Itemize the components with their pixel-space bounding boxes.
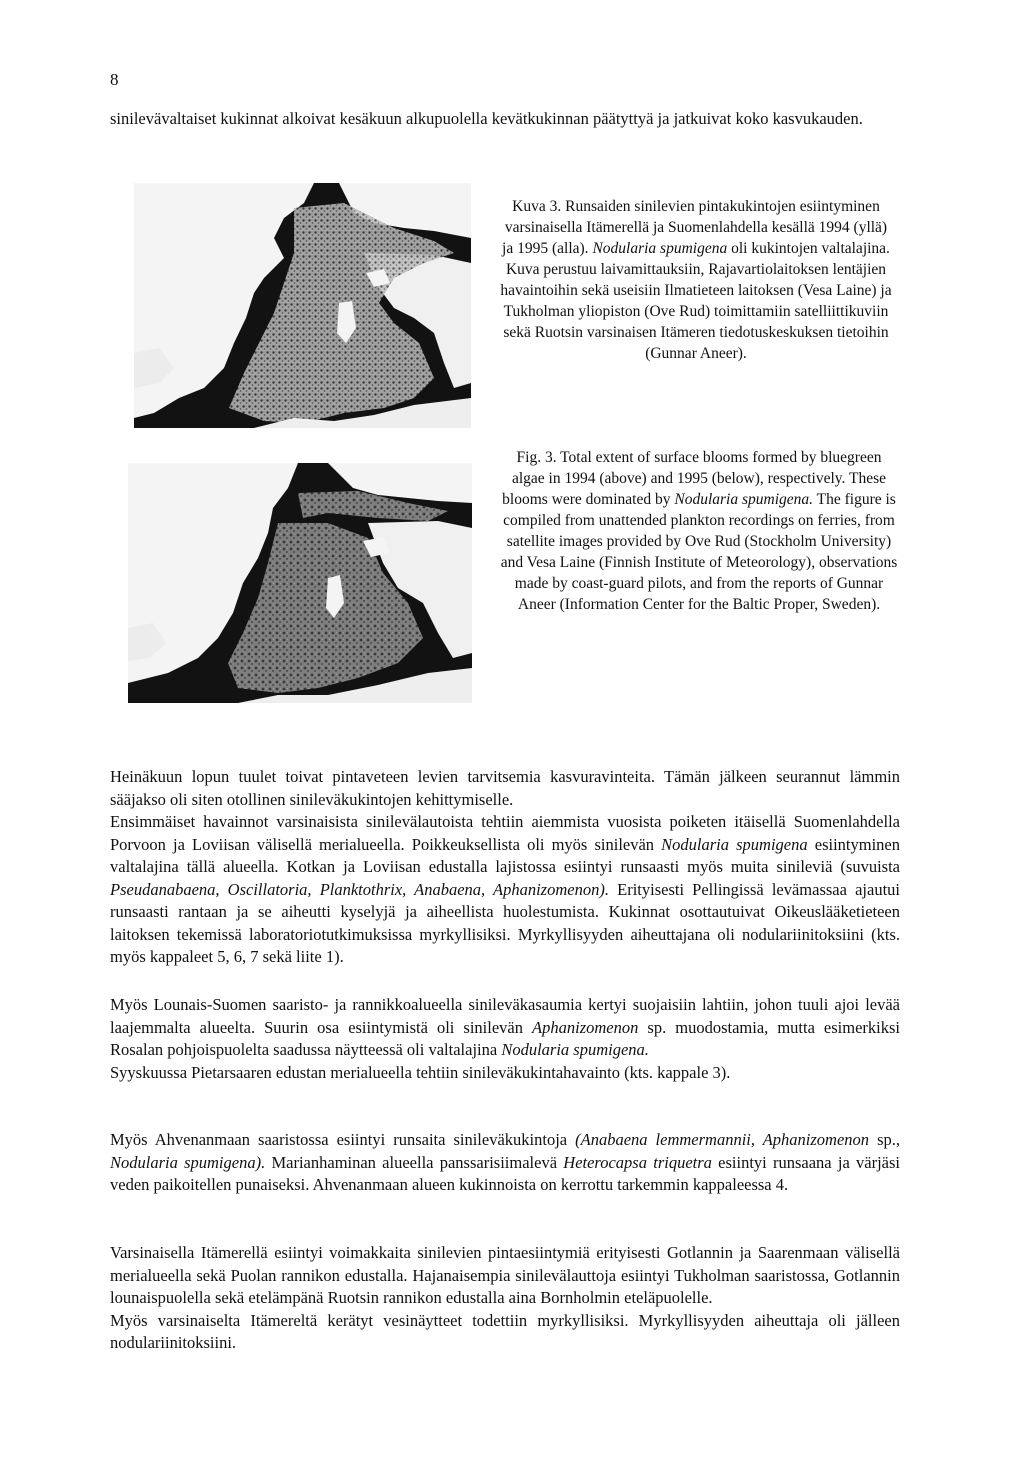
species-name: Nodularia spumigena [661,834,808,854]
species-name: Pseudanabaena, Oscillatoria, Planktothrix, Anabaena, Aphanizomenon). [110,879,609,899]
baltic-sea-bloom-map-icon [134,183,471,428]
text-run: Myös Lounais-Suomen saaristo- ja rannikkoalueella sinileväkasaumia kertyi suojaisiin lahtiin, johon tuuli ajoi levää laajemmalta alueelta. Suurin osa esiintymistä oli sinilevän [110,995,900,1037]
body-paragraph: Syyskuussa Pietarsaaren edustan merialueella tehtiin sinileväkukintahavainto (kts. kappale 3). [110,1062,731,1082]
text-run: sp. muodostamia, mutta esimerkiksi Rosalan pohjoispuolelta saadussa näytteessä oli valtalajina [110,1017,901,1059]
text-run: Erityisesti Pellingissä levämassaa ajautui runsaasti rantaan ja se aiheutti kyselyjä ja aiheellista huolestumista. Kukinnat osottautuivat Oikeuslääketieteen laitoksen tekemissä laboratoriotutkimuksissa myrkyllisiksi. Myrkyllisyyden aiheuttajana oli nodulariinitoksiini (kts. myös kappaleet 5, 6, 7 sekä liite 1). [110,879,900,966]
body-section-4 [110,1242,900,1355]
text-run: Marianhaminan alueella panssarisiimalevä [271,1152,558,1172]
body-paragraph [110,811,900,969]
caption-en-tail: The figure is compiled from unattended plankton recordings on ferries, from satellite images provided by Ove Rud (Stockholm University) and Vesa Laine (Finnish Institute of Meteorology), observations made by coast-guard pilots, and from the reports of Gunnar Aneer (Information Center for the Baltic Proper, Sweden). [500,491,898,613]
intro-paragraph: sinilevävaltaiset kukinnat alkoivat kesäkuun alkupuolella kevätkukinnan päätyttyä ja jatkuivat koko kasvukauden. [110,109,863,128]
body-paragraph: Myös varsinaiselta Itämereltä kerätyt vesinäytteet todettiin myrkyllisiksi. Myrkyllisyyden aiheuttaja oli jälleen nodulariinitoksiini. [110,1310,900,1352]
figure-caption-english [500,447,898,615]
body-section-2 [110,994,900,1084]
text-run: sp., [877,1130,901,1149]
text-run: Myös Ahvenanmaan saaristossa esiintyi runsaita sinileväkukintoja [110,1130,568,1149]
figure-caption-finnish [500,196,892,364]
text-run: Ensimmäiset havainnot varsinaisista sinilevälautoista tehtiin aiemmista vuosista poiketen itäisellä Suomenlahdella Porvoon ja Loviisan välisellä merialueella. Poikkeuksellista oli myös sinilevän [110,812,900,854]
species-name: Aphanizomenon [532,1017,639,1037]
species-name: (Anabaena lemmermannii, Aphanizomenon [575,1130,870,1149]
body-paragraph: Varsinaisella Itämerellä esiintyi voimakkaita sinilevien pintaesiintymiä erityisesti Gotlannin ja Saarenmaan välisellä merialueella sekä Puolan rannikon edustalla. Hajanaisempia sinilevälauttoja esiintyi Tukholman saaristossa, Gotlannin lounaispuolella sekä etelämpänä Ruotsin rannikon edustalla aina Bornholmin eteläpuolelle. [110,1243,900,1307]
caption-en-lead: Fig. 3. Total extent of surface blooms formed by bluegreen algae in 1994 (above) and 1995 (below), respectively. These blooms were dominated by [502,449,887,508]
body-section-3 [110,1129,900,1197]
caption-en-species: Nodularia spumigena. [674,491,814,508]
body-section-1 [110,766,900,969]
species-name: Nodularia spumigena). [110,1152,266,1172]
text-run: esiintyi runsaana ja värjäsi veden paikoitellen punaiseksi. Ahvenanmaan alueen kukinnoista on kerrottu tarkemmin kappaleessa 4. [110,1152,901,1194]
caption-fi-species: Nodularia spumigena [592,240,728,257]
text-run: esiintyminen valtalajina tällä alueella. Kotkan ja Loviisan edustalla lajistossa esiintyi runsaasti myös muita sinileviä (suvuista [110,834,901,876]
species-name: Heterocapsa triquetra [563,1152,712,1172]
body-paragraph: Heinäkuun lopun tuulet toivat pintaveteen levien tarvitsemia kasvuravinteita. Tämän jälkeen seurannut lämmin sääjakso oli siten otollinen sinileväkukintojen kehittymiselle. [110,767,900,809]
body-paragraph [110,994,900,1062]
body-paragraph [110,1129,900,1197]
caption-fi-tail: oli kukintojen valtalajina. Kuva perustuu laivamittauksiin, Rajavartiolaitoksen lentäjien havaintoihin sekä useisiin Ilmatieteen laitoksen (Vesa Laine) ja Tukholman yliopiston (Ove Rud) toimittamiin satelliittikuviin sekä Ruotsin varsinaisen Itämeren tiedotuskeskuksen tietoihin (Gunnar Aneer). [500,240,892,362]
species-name: Nodularia spumigena. [501,1040,649,1059]
baltic-sea-bloom-map-icon [128,463,472,703]
caption-fi-lead: Kuva 3. Runsaiden sinilevien pintakukintojen esiintyminen varsinaisella Itämerellä ja Suomenlahdella kesällä 1994 (yllä) ja 1995 (alla). [502,198,888,257]
page-number: 8 [110,70,119,89]
